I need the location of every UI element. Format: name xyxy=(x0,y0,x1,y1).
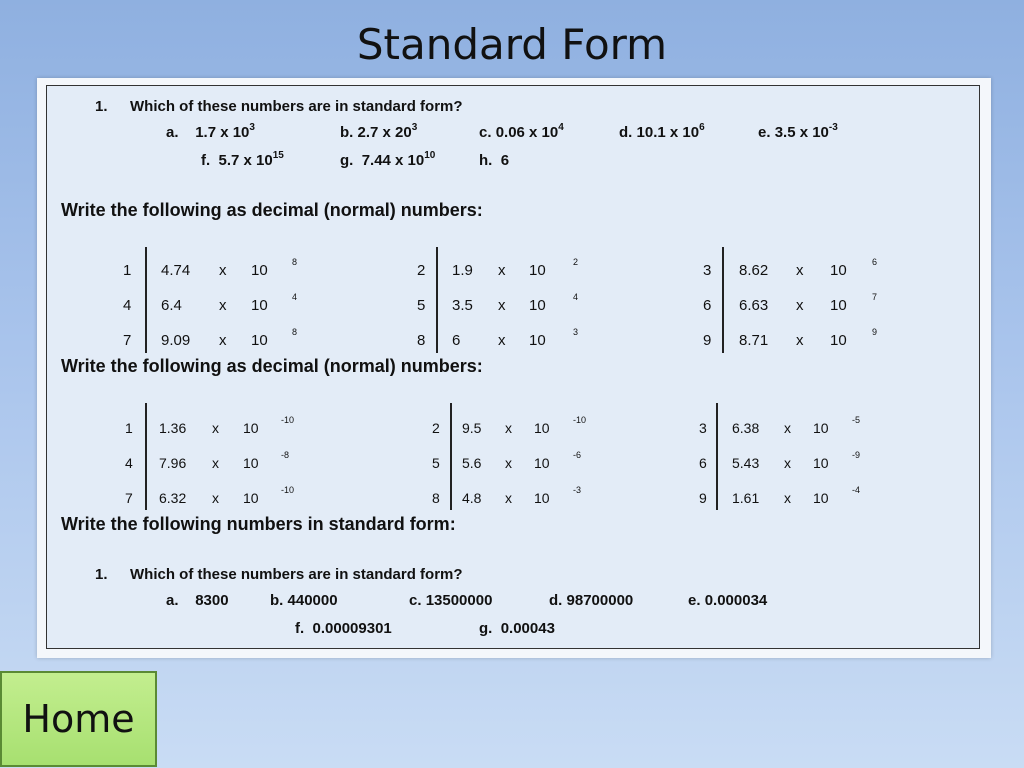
q1-option-a: a. 1.7 x $10^3$ xyxy=(166,122,255,141)
section3-item-number: 3 xyxy=(699,420,707,436)
section3-item-ten: 10 xyxy=(243,420,259,436)
worksheet-frame xyxy=(46,85,980,649)
section2-item-times: x xyxy=(498,297,506,314)
q1-option-d: d. 10.1 x $10^6$ xyxy=(619,122,705,141)
section2-item-number: 8 xyxy=(417,332,426,349)
section2-item-exponent: 3 xyxy=(573,327,579,337)
section2-item-times: x xyxy=(219,262,227,279)
section2-item-exponent: 4 xyxy=(573,292,579,302)
section3-item-exponent: -10 xyxy=(281,415,295,425)
section2-item-mantissa: 3.5 xyxy=(452,297,473,314)
section2-item-times: x xyxy=(796,332,804,349)
section4-heading: Write the following numbers in standard form: xyxy=(61,514,456,534)
section3-item-times: x xyxy=(784,490,791,506)
section3-item-exponent: -10 xyxy=(281,485,295,495)
section2-item-exponent: 9 xyxy=(872,327,878,337)
section3-item-ten: 10 xyxy=(813,490,829,506)
section2-item-mantissa: 6.63 xyxy=(739,297,769,314)
section2-item-number: 9 xyxy=(703,332,712,349)
section2-item-times: x xyxy=(498,262,506,279)
section3-column-divider xyxy=(450,403,452,510)
section3-item-exponent: -9 xyxy=(852,450,861,460)
section3-item-exponent: -5 xyxy=(852,415,861,425)
section2-item-mantissa: 9.09 xyxy=(161,332,191,349)
section3-item-ten: 10 xyxy=(243,490,259,506)
section2-item-number: 6 xyxy=(703,297,712,314)
section3-item-times: x xyxy=(212,420,219,436)
section2-item-times: x xyxy=(498,332,506,349)
section3-item-times: x xyxy=(505,490,512,506)
q1-number: 1. xyxy=(95,98,108,115)
section2-item-times: x xyxy=(796,262,804,279)
section3-item-number: 7 xyxy=(125,490,133,506)
section3-item-exponent: -10 xyxy=(573,415,587,425)
section2-item-number: 5 xyxy=(417,297,426,314)
section2-item-times: x xyxy=(219,297,227,314)
home-button[interactable]: Home xyxy=(0,671,157,767)
section3-item-number: 1 xyxy=(125,420,133,436)
section2-item-mantissa: 4.74 xyxy=(161,262,191,279)
section2-item-ten: 10 xyxy=(830,332,847,349)
section3-column-divider xyxy=(145,403,147,510)
section2-item-number: 7 xyxy=(123,332,132,349)
section4-option-a: a. 8300 xyxy=(166,592,229,609)
section3-item-number: 9 xyxy=(699,490,707,506)
section2-item-times: x xyxy=(796,297,804,314)
q1-option-g: g. 7.44 x $10^{10}$ xyxy=(340,150,436,169)
section2-item-mantissa: 6 xyxy=(452,332,461,349)
section3-item-mantissa: 5.43 xyxy=(732,455,760,471)
section3-item-exponent: -3 xyxy=(573,485,582,495)
section3-item-number: 8 xyxy=(432,490,440,506)
section3-item-number: 4 xyxy=(125,455,133,471)
section3-item-number: 5 xyxy=(432,455,440,471)
section4-number: 1. xyxy=(95,566,108,583)
section2-item-ten: 10 xyxy=(251,332,268,349)
section3-column-divider xyxy=(716,403,718,510)
q1-option-b: b. 2.7 x $20^3$ xyxy=(340,122,418,141)
section2-item-number: 1 xyxy=(123,262,132,279)
section3-item-number: 6 xyxy=(699,455,707,471)
q1-option-c: c. 0.06 x $10^4$ xyxy=(479,122,564,141)
section2-item-mantissa: 8.71 xyxy=(739,332,769,349)
section3-item-mantissa: 9.5 xyxy=(462,420,482,436)
slide-title: Standard Form xyxy=(356,20,668,69)
q1-option-e: e. 3.5 x $10^{-3}$ xyxy=(758,122,838,141)
section3-item-mantissa: 4.8 xyxy=(462,490,482,506)
section2-item-exponent: 2 xyxy=(573,257,579,267)
section3-item-times: x xyxy=(505,455,512,471)
section2-item-number: 2 xyxy=(417,262,426,279)
section3-item-times: x xyxy=(505,420,512,436)
section3-item-exponent: -6 xyxy=(573,450,582,460)
section2-item-ten: 10 xyxy=(529,332,546,349)
section2-item-ten: 10 xyxy=(251,297,268,314)
section4-question: Which of these numbers are in standard form? xyxy=(130,566,463,583)
section2-column-divider xyxy=(722,247,724,353)
section3-item-ten: 10 xyxy=(534,490,550,506)
section4-option-c: c. 13500000 xyxy=(409,592,493,609)
worksheet-image xyxy=(37,78,991,658)
section3-item-exponent: -8 xyxy=(281,450,290,460)
section3-item-mantissa: 7.96 xyxy=(159,455,187,471)
section3-item-ten: 10 xyxy=(243,455,259,471)
section2-item-exponent: 7 xyxy=(872,292,878,302)
section3-item-ten: 10 xyxy=(534,420,550,436)
section4-option-e: e. 0.000034 xyxy=(688,592,768,609)
section2-item-mantissa: 1.9 xyxy=(452,262,473,279)
section3-item-mantissa: 6.38 xyxy=(732,420,760,436)
section2-item-ten: 10 xyxy=(529,262,546,279)
section4-option-d: d. 98700000 xyxy=(549,592,634,609)
q1-question: Which of these numbers are in standard form? xyxy=(130,98,463,115)
section4-option-g: g. 0.00043 xyxy=(479,620,555,637)
section3-item-times: x xyxy=(212,490,219,506)
section3-item-ten: 10 xyxy=(813,420,829,436)
section3-heading: Write the following as decimal (normal) numbers: xyxy=(61,356,483,376)
section2-item-ten: 10 xyxy=(830,297,847,314)
section2-item-ten: 10 xyxy=(251,262,268,279)
section2-item-mantissa: 6.4 xyxy=(161,297,182,314)
section2-heading: Write the following as decimal (normal) numbers: xyxy=(61,200,483,220)
q1-option-h: h. 6 xyxy=(479,152,510,169)
section2-item-ten: 10 xyxy=(830,262,847,279)
section3-item-ten: 10 xyxy=(813,455,829,471)
section3-item-mantissa: 1.36 xyxy=(159,420,187,436)
section2-item-exponent: 6 xyxy=(872,257,878,267)
section2-item-exponent: 4 xyxy=(292,292,298,302)
section3-item-mantissa: 6.32 xyxy=(159,490,187,506)
section2-item-number: 4 xyxy=(123,297,132,314)
section3-item-times: x xyxy=(784,420,791,436)
section2-item-exponent: 8 xyxy=(292,257,298,267)
section3-item-ten: 10 xyxy=(534,455,550,471)
section2-column-divider xyxy=(145,247,147,353)
section2-item-mantissa: 8.62 xyxy=(739,262,769,279)
section2-item-times: x xyxy=(219,332,227,349)
section2-item-number: 3 xyxy=(703,262,712,279)
section2-item-exponent: 8 xyxy=(292,327,298,337)
section3-item-number: 2 xyxy=(432,420,440,436)
section2-column-divider xyxy=(436,247,438,353)
section4-option-b: b. 440000 xyxy=(270,592,338,609)
section2-item-ten: 10 xyxy=(529,297,546,314)
section3-item-times: x xyxy=(212,455,219,471)
section3-item-times: x xyxy=(784,455,791,471)
section3-item-mantissa: 5.6 xyxy=(462,455,482,471)
section3-item-exponent: -4 xyxy=(852,485,861,495)
q1-option-f: f. 5.7 x $10^{15}$ xyxy=(201,150,284,169)
section4-option-f: f. 0.00009301 xyxy=(295,620,392,637)
section3-item-mantissa: 1.61 xyxy=(732,490,760,506)
